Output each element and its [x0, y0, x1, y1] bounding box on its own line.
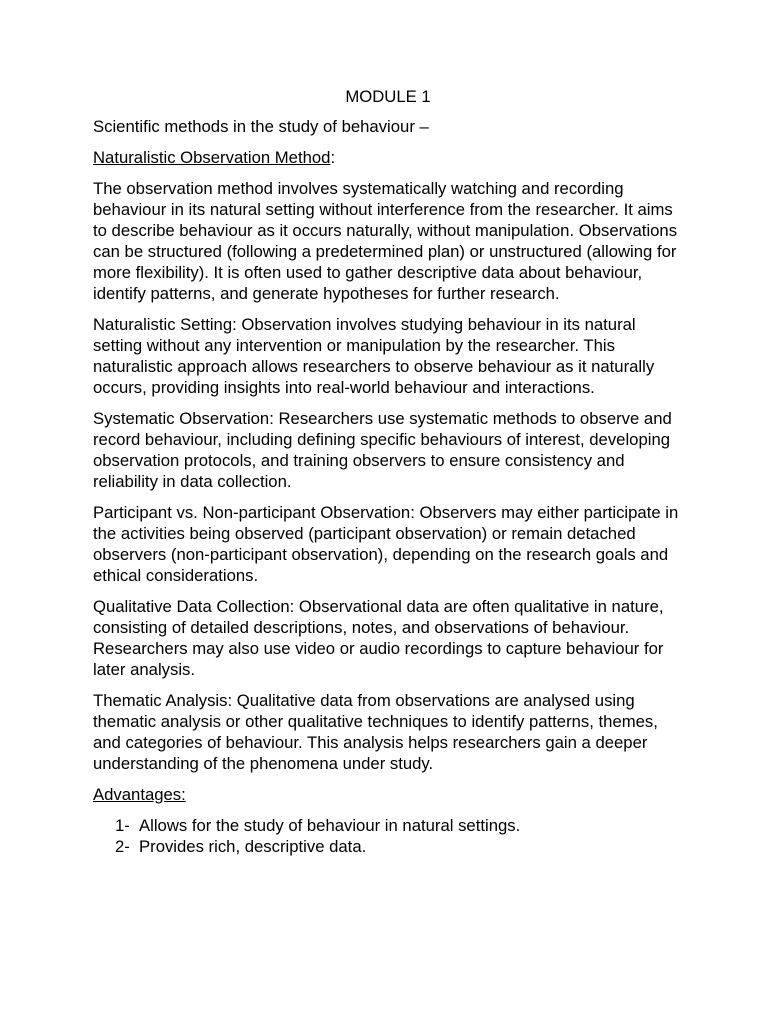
section-heading-suffix: :: [330, 148, 336, 167]
paragraph-naturalistic-setting: Naturalistic Setting: Observation involves studying behaviour in its natural setting without any intervention or manipulation by the researcher. This naturalistic approach allows researchers to observe behaviour as it naturally occurs, providing insights into real-world behaviour and interactions.: [93, 315, 655, 397]
list-item: [115, 815, 683, 836]
paragraph-systematic-observation: Systematic Observation: Researchers use systematic methods to observe and record behaviour, including defining specific behaviours of interest, developing observation protocols, and training observers to ensure consistency and reliability in data collection.: [93, 409, 672, 491]
section-heading: [93, 147, 683, 168]
document-page: [93, 86, 683, 857]
list-item-text: Allows for the study of behaviour in natural settings.: [139, 816, 521, 835]
list-item-number: 2-: [115, 837, 130, 856]
list-item: [115, 836, 683, 857]
page-title: MODULE 1: [345, 87, 431, 106]
advantages-heading: Advantages:: [93, 785, 186, 804]
paragraph-participant-observation: Participant vs. Non-participant Observation: Observers may either participate in the activities being observed (participant observation) or remain detached observers (non-participant observation), depending on the research goals and ethical considerations.: [93, 503, 679, 585]
list-item-number: 1-: [115, 816, 130, 835]
list-item-text: Provides rich, descriptive data.: [139, 837, 367, 856]
section-heading-text: Naturalistic Observation Method: [93, 148, 331, 167]
paragraph-intro: The observation method involves systematically watching and recording behaviour in its natural setting without interference from the researcher. It aims to describe behaviour as it occurs naturally, without manipulation. Observations can be structured (following a predetermined plan) or unstructured (allowing for more flexibility). It is often used to gather descriptive data about behaviour, identify patterns, and generate hypotheses for further research.: [93, 179, 678, 303]
paragraph-thematic-analysis: Thematic Analysis: Qualitative data from observations are analysed using thematic analysis or other qualitative techniques to identify patterns, themes, and categories of behaviour. This analysis helps researchers gain a deeper understanding of the phenomena under study.: [93, 691, 658, 773]
advantages-list: [93, 815, 683, 857]
paragraph-qualitative-data: Qualitative Data Collection: Observational data are often qualitative in nature, consisting of detailed descriptions, notes, and observations of behaviour. Researchers may also use video or audio recordings to capture behaviour for later analysis.: [93, 597, 664, 679]
document-subtitle: Scientific methods in the study of behaviour –: [93, 117, 429, 136]
